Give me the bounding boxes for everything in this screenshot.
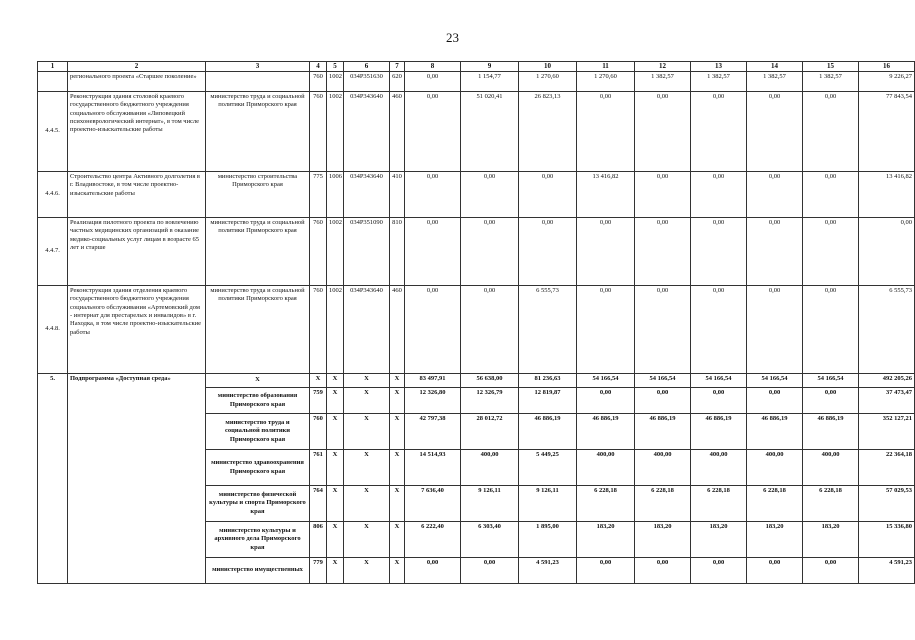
- cell-value: 0,00: [747, 92, 803, 172]
- cell-value: 0,00: [405, 172, 461, 218]
- row-executor: министерство труда и социальной политики Приморского края: [206, 286, 310, 374]
- row-executor: министерство физической культуры и спорта Приморского края: [206, 486, 310, 522]
- cell-value: 12 326,79: [461, 388, 519, 414]
- cell-value: 0,00: [747, 388, 803, 414]
- cell-value: 400,00: [635, 450, 691, 486]
- cell-value: 0,00: [635, 172, 691, 218]
- cell-vr: X: [390, 374, 405, 388]
- cell-value: 0,00: [803, 286, 859, 374]
- row-number: 4.4.5.: [38, 92, 68, 172]
- cell-value: 0,00: [803, 388, 859, 414]
- row-name: регионального проекта «Старшее поколение»: [68, 72, 206, 92]
- cell-rzpr: X: [327, 414, 344, 450]
- cell-value: 6 228,18: [577, 486, 635, 522]
- cell-value: 4 591,23: [519, 558, 577, 584]
- column-header: 14: [747, 62, 803, 72]
- cell-value: 54 166,54: [803, 374, 859, 388]
- cell-value: 46 886,19: [635, 414, 691, 450]
- cell-value: 54 166,54: [635, 374, 691, 388]
- cell-value: 0,00: [461, 286, 519, 374]
- cell-value: 13 416,82: [859, 172, 915, 218]
- cell-csr: 034P343640: [344, 286, 390, 374]
- row-executor: министерство образования Приморского края: [206, 388, 310, 414]
- cell-value: 77 843,54: [859, 92, 915, 172]
- cell-value: 46 886,19: [577, 414, 635, 450]
- budget-table: [37, 61, 915, 584]
- column-header: 2: [68, 62, 206, 72]
- cell-rzpr: X: [327, 450, 344, 486]
- cell-value: 0,00: [803, 92, 859, 172]
- cell-value: 14 514,93: [405, 450, 461, 486]
- cell-value: 6 303,40: [461, 522, 519, 558]
- cell-vr: X: [390, 414, 405, 450]
- column-header: 10: [519, 62, 577, 72]
- cell-value: 1 382,57: [691, 72, 747, 92]
- cell-value: 0,00: [577, 218, 635, 286]
- cell-value: 54 166,54: [577, 374, 635, 388]
- cell-rzpr: X: [327, 486, 344, 522]
- cell-value: 0,00: [635, 92, 691, 172]
- cell-value: 57 029,53: [859, 486, 915, 522]
- cell-value: 183,20: [747, 522, 803, 558]
- column-header: 12: [635, 62, 691, 72]
- row-name: Реконструкция здания столовой краевого государственного бюджетного учреждения социального обслуживания «Липовецкий психоневрологический интернат», в том числе проектно-изыскательские работы: [68, 92, 206, 172]
- cell-rzpr: X: [327, 388, 344, 414]
- table-row: [38, 374, 915, 388]
- cell-value: 0,00: [577, 92, 635, 172]
- cell-vr: X: [390, 450, 405, 486]
- column-header: 15: [803, 62, 859, 72]
- cell-value: 492 205,26: [859, 374, 915, 388]
- cell-value: 0,00: [635, 286, 691, 374]
- row-executor: министерство труда и социальной политики Приморского края: [206, 414, 310, 450]
- cell-csr: X: [344, 388, 390, 414]
- cell-vr: 620: [390, 72, 405, 92]
- cell-grbs: 759: [310, 388, 327, 414]
- cell-value: 9 126,11: [519, 486, 577, 522]
- cell-csr: 034P343640: [344, 92, 390, 172]
- cell-value: 400,00: [577, 450, 635, 486]
- row-name: Реконструкция здания отделения краевого государственного бюджетного учреждения социального обслуживания «Артемовский дом - интернат для престарелых и инвалидов» в г. Находка, в том числе проектно-изыскательские работы: [68, 286, 206, 374]
- cell-value: 15 336,80: [859, 522, 915, 558]
- cell-csr: 034P351090: [344, 218, 390, 286]
- row-executor: министерство труда и социальной политики Приморского края: [206, 218, 310, 286]
- cell-value: 0,00: [405, 72, 461, 92]
- cell-grbs: 760: [310, 218, 327, 286]
- cell-value: 4 591,23: [859, 558, 915, 584]
- cell-value: 12 326,80: [405, 388, 461, 414]
- row-number: 4.4.8.: [38, 286, 68, 374]
- cell-value: 0,00: [803, 558, 859, 584]
- cell-value: 0,00: [747, 286, 803, 374]
- cell-csr: X: [344, 522, 390, 558]
- cell-value: 22 364,18: [859, 450, 915, 486]
- cell-csr: X: [344, 486, 390, 522]
- column-header: 4: [310, 62, 327, 72]
- cell-rzpr: 1002: [327, 286, 344, 374]
- cell-value: 0,00: [577, 286, 635, 374]
- cell-value: 6 228,18: [803, 486, 859, 522]
- cell-value: 0,00: [405, 92, 461, 172]
- cell-value: 6 228,18: [747, 486, 803, 522]
- cell-value: 46 886,19: [747, 414, 803, 450]
- cell-value: 400,00: [747, 450, 803, 486]
- cell-value: 0,00: [577, 558, 635, 584]
- cell-value: 12 819,87: [519, 388, 577, 414]
- cell-value: 0,00: [803, 218, 859, 286]
- cell-value: 6 228,18: [691, 486, 747, 522]
- cell-vr: 810: [390, 218, 405, 286]
- subprogram-number: 5.: [38, 374, 68, 584]
- cell-value: 400,00: [803, 450, 859, 486]
- cell-csr: 034P351630: [344, 72, 390, 92]
- row-executor: X: [206, 374, 310, 388]
- cell-vr: 460: [390, 92, 405, 172]
- cell-vr: X: [390, 558, 405, 584]
- cell-value: 46 886,19: [691, 414, 747, 450]
- cell-value: 1 382,57: [635, 72, 691, 92]
- cell-value: 0,00: [691, 218, 747, 286]
- cell-grbs: 760: [310, 72, 327, 92]
- cell-rzpr: 1006: [327, 172, 344, 218]
- row-executor: [206, 72, 310, 92]
- table-row: [38, 72, 915, 92]
- cell-csr: X: [344, 374, 390, 388]
- cell-rzpr: X: [327, 522, 344, 558]
- cell-rzpr: 1002: [327, 92, 344, 172]
- table-row: [38, 218, 915, 286]
- cell-value: 51 020,41: [461, 92, 519, 172]
- row-name: Строительство центра Активного долголетия в г. Владивостоке, в том числе проектно-изыскательские работы: [68, 172, 206, 218]
- cell-grbs: 764: [310, 486, 327, 522]
- column-header: 13: [691, 62, 747, 72]
- cell-value: 7 636,40: [405, 486, 461, 522]
- cell-grbs: 760: [310, 414, 327, 450]
- column-header: 3: [206, 62, 310, 72]
- row-number: 4.4.6.: [38, 172, 68, 218]
- cell-value: 183,20: [803, 522, 859, 558]
- cell-value: 42 797,38: [405, 414, 461, 450]
- table-row: [38, 286, 915, 374]
- cell-value: 0,00: [461, 172, 519, 218]
- column-header: 16: [859, 62, 915, 72]
- column-header: 11: [577, 62, 635, 72]
- cell-value: 9 226,27: [859, 72, 915, 92]
- page-number: 23: [446, 30, 459, 45]
- cell-vr: X: [390, 522, 405, 558]
- cell-value: 9 126,11: [461, 486, 519, 522]
- cell-value: 0,00: [859, 218, 915, 286]
- cell-grbs: 775: [310, 172, 327, 218]
- cell-rzpr: 1002: [327, 72, 344, 92]
- cell-value: 183,20: [691, 522, 747, 558]
- column-header: 9: [461, 62, 519, 72]
- cell-value: 46 886,19: [519, 414, 577, 450]
- cell-vr: 460: [390, 286, 405, 374]
- cell-value: 6 222,40: [405, 522, 461, 558]
- cell-value: 83 497,91: [405, 374, 461, 388]
- cell-csr: 034P343640: [344, 172, 390, 218]
- cell-value: 54 166,54: [747, 374, 803, 388]
- cell-value: 183,20: [577, 522, 635, 558]
- column-header: 8: [405, 62, 461, 72]
- cell-value: 81 236,63: [519, 374, 577, 388]
- row-number: [38, 72, 68, 92]
- cell-vr: X: [390, 486, 405, 522]
- row-executor: министерство культуры и архивного дела Приморского края: [206, 522, 310, 558]
- cell-rzpr: X: [327, 558, 344, 584]
- row-executor: министерство здравоохранения Приморского края: [206, 450, 310, 486]
- cell-value: 0,00: [803, 172, 859, 218]
- cell-value: 0,00: [577, 388, 635, 414]
- cell-rzpr: 1002: [327, 218, 344, 286]
- cell-grbs: 760: [310, 92, 327, 172]
- cell-value: 400,00: [691, 450, 747, 486]
- cell-grbs: 760: [310, 286, 327, 374]
- cell-value: 6 555,73: [859, 286, 915, 374]
- cell-value: 400,00: [461, 450, 519, 486]
- column-header: 6: [344, 62, 390, 72]
- row-name: Реализация пилотного проекта по вовлечению частных медицинских организаций в оказание медико-социальных услуг лицам в возрасте 65 лет и старше: [68, 218, 206, 286]
- cell-grbs: 806: [310, 522, 327, 558]
- cell-value: 0,00: [747, 558, 803, 584]
- cell-value: 13 416,82: [577, 172, 635, 218]
- cell-rzpr: X: [327, 374, 344, 388]
- cell-csr: X: [344, 558, 390, 584]
- cell-value: 0,00: [405, 218, 461, 286]
- column-header: 5: [327, 62, 344, 72]
- cell-csr: X: [344, 414, 390, 450]
- cell-csr: X: [344, 450, 390, 486]
- row-executor: министерство труда и социальной политики Приморского края: [206, 92, 310, 172]
- cell-grbs: 779: [310, 558, 327, 584]
- cell-value: 54 166,54: [691, 374, 747, 388]
- table-row: [38, 92, 915, 172]
- table-row: [38, 172, 915, 218]
- cell-value: 0,00: [691, 388, 747, 414]
- cell-value: 0,00: [635, 388, 691, 414]
- cell-value: 0,00: [519, 172, 577, 218]
- header-row: [38, 62, 915, 72]
- cell-value: 352 127,21: [859, 414, 915, 450]
- cell-value: 26 823,13: [519, 92, 577, 172]
- cell-value: 0,00: [747, 172, 803, 218]
- column-header: 7: [390, 62, 405, 72]
- cell-vr: X: [390, 388, 405, 414]
- cell-value: 1 382,57: [747, 72, 803, 92]
- cell-value: 1 270,60: [519, 72, 577, 92]
- cell-vr: 410: [390, 172, 405, 218]
- cell-grbs: 761: [310, 450, 327, 486]
- cell-value: 0,00: [691, 558, 747, 584]
- cell-value: 46 886,19: [803, 414, 859, 450]
- cell-value: 0,00: [405, 558, 461, 584]
- cell-value: 0,00: [747, 218, 803, 286]
- cell-value: 0,00: [691, 286, 747, 374]
- cell-value: 1 382,57: [803, 72, 859, 92]
- cell-value: 1 154,77: [461, 72, 519, 92]
- cell-value: 0,00: [405, 286, 461, 374]
- cell-value: 56 638,00: [461, 374, 519, 388]
- cell-value: 183,20: [635, 522, 691, 558]
- cell-value: 5 449,25: [519, 450, 577, 486]
- cell-value: 0,00: [461, 218, 519, 286]
- cell-value: 0,00: [519, 218, 577, 286]
- cell-value: 0,00: [691, 92, 747, 172]
- cell-grbs: X: [310, 374, 327, 388]
- cell-value: 1 895,00: [519, 522, 577, 558]
- cell-value: 0,00: [461, 558, 519, 584]
- cell-value: 0,00: [635, 218, 691, 286]
- column-header: 1: [38, 62, 68, 72]
- cell-value: 6 555,73: [519, 286, 577, 374]
- cell-value: 0,00: [635, 558, 691, 584]
- cell-value: 0,00: [691, 172, 747, 218]
- subprogram-name: Подпрограмма «Доступная среда»: [68, 374, 206, 584]
- row-executor: министерство строительства Приморского края: [206, 172, 310, 218]
- row-number: 4.4.7.: [38, 218, 68, 286]
- cell-value: 6 228,18: [635, 486, 691, 522]
- cell-value: 37 473,47: [859, 388, 915, 414]
- row-executor: министерство имущественных: [206, 558, 310, 584]
- cell-value: 28 012,72: [461, 414, 519, 450]
- cell-value: 1 270,60: [577, 72, 635, 92]
